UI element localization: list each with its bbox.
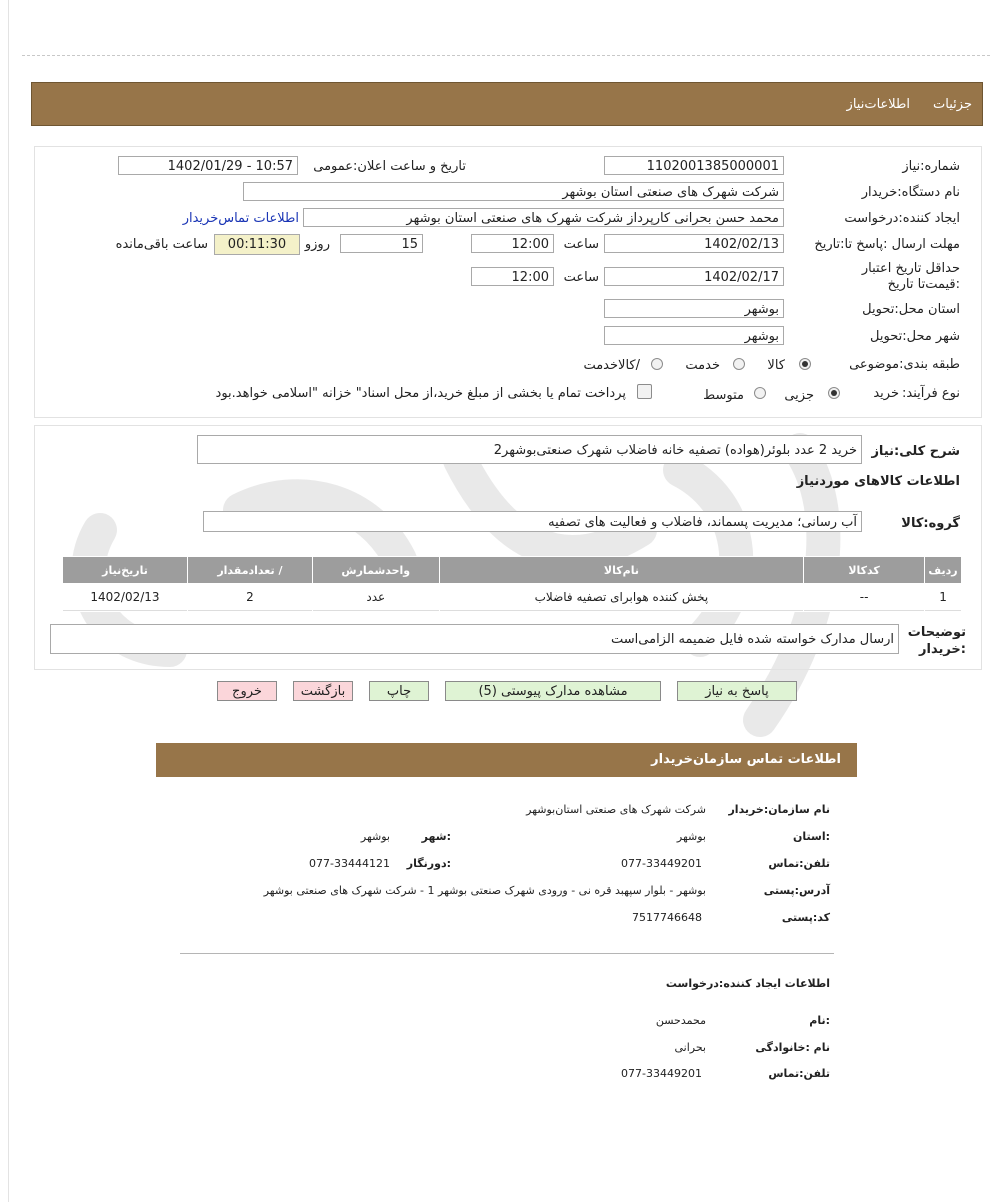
city-field: بوشهر — [604, 326, 784, 345]
tab-details[interactable]: جزئیات — [933, 97, 972, 112]
treasury-payment-text: پرداخت تمام یا بخشی از مبلغ خرید،از محل اسناد" خزانه "اسلامی خواهد.بود — [215, 386, 626, 401]
contact-postal-label: کد:پستی — [781, 911, 830, 924]
cell-name: پخش کننده هوابرای تصفیه فاضلاب — [440, 584, 803, 611]
col-code-header: کدکالا — [804, 557, 924, 583]
validity-date-field: 1402/02/17 — [604, 267, 784, 286]
back-button[interactable]: بازگشت — [293, 681, 353, 701]
col-row-header: ردیف — [925, 557, 961, 583]
cell-row: 1 — [925, 584, 961, 611]
left-edge-line — [8, 0, 9, 1202]
treasury-payment-checkbox[interactable] — [637, 384, 652, 399]
contact-city-value: بوشهر — [360, 830, 390, 843]
creator-label: ایجاد کننده:درخواست — [844, 211, 960, 226]
announce-label: تاریخ و ساعت اعلان:عمومی — [313, 159, 466, 174]
remaining-label: ساعت باقی‌مانده — [115, 237, 208, 252]
deadline-label: مهلت ارسال :پاسخ تا:تاریخ — [814, 237, 960, 252]
buyer-contact-title: اطلاعات تماس سازمان‌خریدار — [651, 752, 841, 767]
goods-info-title: اطلاعات کالاهای موردنیاز — [796, 474, 960, 489]
goods-table-header — [63, 557, 961, 583]
contact-postal-value: 7517746648 — [632, 911, 702, 924]
remaining-timer: 00:11:30 — [214, 234, 300, 255]
buyer-org-label: نام دستگاه:خریدار — [861, 185, 960, 200]
col-qty-header: / تعدادمقدار — [188, 557, 312, 583]
process-minor-label: جزیی — [784, 388, 814, 403]
tab-need-info[interactable]: اطلاعات‌نیاز — [846, 97, 910, 112]
city-label: شهر محل:تحویل — [870, 329, 960, 344]
deadline-date-field: 1402/02/13 — [604, 234, 784, 253]
col-name-header: نام‌کالا — [440, 557, 803, 583]
header-bar — [31, 82, 983, 126]
creator-field: محمد حسن بحرانی کارپرداز شرکت شهرک های صنعتی استان بوشهر — [303, 208, 784, 227]
process-label: نوع فرآیند: — [902, 386, 960, 401]
province-label: استان محل:تحویل — [862, 302, 960, 317]
announce-field: 1402/01/29 - 10:57 — [118, 156, 298, 175]
requester-phone-value: 077-33449201 — [621, 1067, 702, 1080]
deadline-time-label: ساعت — [563, 237, 599, 252]
category-service-label: خدمت — [685, 358, 720, 373]
goods-table — [62, 556, 962, 612]
exit-button[interactable]: خروج — [217, 681, 277, 701]
category-label: طبقه بندی:موضوعی — [849, 357, 960, 372]
contact-province-value: بوشهر — [676, 830, 706, 843]
contact-org-label: نام سازمان:خریدار — [728, 803, 830, 816]
col-date-header: تاریخ‌نیاز — [63, 557, 187, 583]
requester-title: اطلاعات ایجاد کننده:درخواست — [665, 977, 830, 990]
deadline-time-field: 12:00 — [471, 234, 554, 253]
validity-label: حداقل تاریخ اعتبار :قیمت‌تا تاریخ — [861, 261, 960, 292]
process-medium-label: متوسط — [703, 388, 744, 403]
buyer-contact-link[interactable]: اطلاعات تماس‌خریدار — [182, 211, 299, 226]
table-row — [63, 584, 961, 611]
contact-fax-label: :دورنگار — [406, 857, 451, 870]
requester-name-label: :نام — [809, 1014, 830, 1027]
requester-phone-label: تلفن:تماس — [768, 1067, 830, 1080]
buyer-contact-header — [156, 743, 857, 777]
contact-phone-label: تلفن:تماس — [768, 857, 830, 870]
group-field: آب رسانی؛ مدیریت پسماند، فاضلاب و فعالیت های تصفیه — [203, 511, 862, 532]
buyer-notes-field: ارسال مدارک خواسته شده فایل ضمیمه الزامی‌است — [50, 624, 899, 654]
process-buy-label: خرید — [873, 386, 899, 401]
requester-family-label: نام :خانوادگی — [755, 1041, 830, 1054]
section-divider — [180, 953, 834, 954]
validity-time-label: ساعت — [563, 270, 599, 285]
contact-org-value: شرکت شهرک های صنعتی استان‌بوشهر — [526, 803, 706, 816]
category-goods-label: کالا — [767, 358, 785, 373]
category-service-radio[interactable] — [733, 358, 745, 370]
contact-fax-value: 077-33444121 — [309, 857, 390, 870]
days-field: 15 — [340, 234, 423, 253]
validity-time-field: 12:00 — [471, 267, 554, 286]
province-field: بوشهر — [604, 299, 784, 318]
cell-date: 1402/02/13 — [63, 584, 187, 611]
top-divider — [22, 55, 990, 56]
contact-address-label: آدرس:پستی — [763, 884, 830, 897]
reply-button[interactable]: پاسخ به نیاز — [677, 681, 797, 701]
view-attachments-button[interactable]: مشاهده مدارک پیوستی (5) — [445, 681, 661, 701]
category-goods-radio[interactable] — [799, 358, 811, 370]
cell-qty: 2 — [188, 584, 312, 611]
requester-name-value: محمدحسن — [655, 1014, 706, 1027]
contact-address-value: بوشهر - بلوار سپهبد قره نی - ورودی شهرک صنعتی بوشهر 1 - شرکت شهرک های صنعتی بوشهر — [263, 884, 706, 897]
cell-unit: عدد — [313, 584, 439, 611]
buyer-org-field: شرکت شهرک های صنعتی استان بوشهر — [243, 182, 784, 201]
print-button[interactable]: چاپ — [369, 681, 429, 701]
requester-family-value: بحرانی — [674, 1041, 706, 1054]
process-minor-radio[interactable] — [828, 387, 840, 399]
category-both-label: /کالاخدمت — [583, 358, 640, 373]
contact-province-label: :استان — [793, 830, 830, 843]
category-both-radio[interactable] — [651, 358, 663, 370]
summary-label: شرح کلی:نیاز — [871, 444, 960, 459]
contact-phone-value: 077-33449201 — [621, 857, 702, 870]
need-number-label: شماره:نیاز — [902, 159, 960, 174]
summary-field: خرید 2 عدد بلوئر(هواده) تصفیه خانه فاضلاب شهرک صنعتی‌بوشهر2 — [197, 435, 862, 464]
process-medium-radio[interactable] — [754, 387, 766, 399]
group-label: گروه:کالا — [901, 516, 960, 531]
cell-code: -- — [804, 584, 924, 611]
need-number-field: 1102001385000001 — [604, 156, 784, 175]
days-label: روزو — [304, 237, 330, 252]
buyer-notes-label: توضیحات :خریدار — [907, 625, 966, 657]
col-unit-header: واحدشمارش — [313, 557, 439, 583]
contact-city-label: :شهر — [421, 830, 451, 843]
